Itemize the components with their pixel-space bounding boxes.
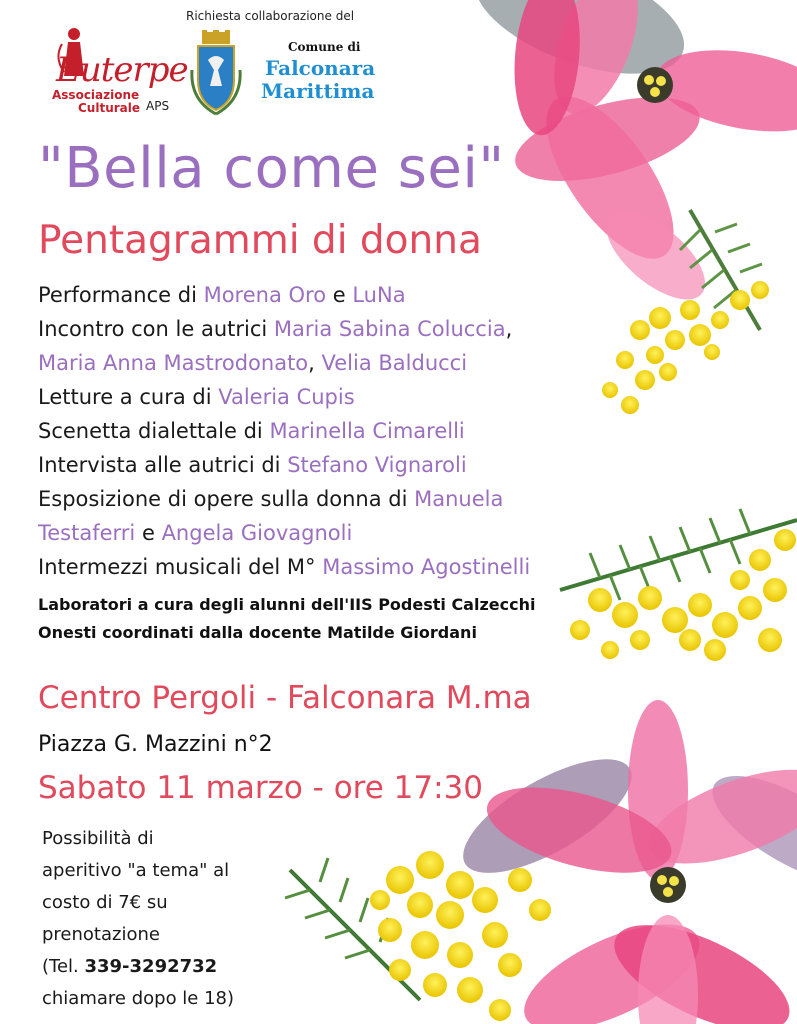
artist-name: Manuela: [414, 487, 504, 511]
musician-name: Massimo Agostinelli: [322, 555, 531, 579]
program-line-3: [38, 351, 467, 375]
program-line-7: [38, 487, 503, 511]
note-line-2: aperitivo "a tema" al: [42, 860, 230, 881]
event-datetime: Sabato 11 marzo - ore 17:30: [38, 770, 483, 806]
note-line-5: [42, 956, 217, 977]
euterpe-subtitle-1: Associazione: [52, 88, 140, 102]
mimosa-branch-icon: [285, 851, 551, 1021]
poinsettia-flower-icon: [447, 700, 797, 1024]
program-text: Intervista alle autrici di: [38, 453, 288, 477]
program-line-6: [38, 453, 467, 477]
euterpe-aps: APS: [146, 99, 170, 113]
actor-name: Marinella Cimarelli: [269, 419, 465, 443]
program-line-9: [38, 555, 530, 579]
note-line-1: Possibilità di: [42, 828, 154, 849]
program-text: ,: [308, 351, 322, 375]
author-name: Maria Sabina Coluccia: [273, 317, 506, 341]
comune-name-2: Marittima: [261, 79, 375, 103]
artist-name: Angela Giovagnoli: [161, 521, 353, 545]
program-text: Intermezzi musicali del M°: [38, 555, 323, 579]
collaboration-text: Richiesta collaborazione del: [186, 9, 355, 23]
program-line-5: [38, 419, 465, 443]
author-name: Velia Balducci: [321, 351, 468, 375]
comune-name-1: Falconara: [265, 56, 376, 80]
euterpe-subtitle-2: Culturale: [78, 101, 141, 115]
program-line-10: Laboratori a cura degli alunni dell'IIS Podesti Calzecchi: [38, 595, 536, 614]
reader-name: Valeria Cupis: [218, 385, 355, 409]
comune-di-label: Comune di: [288, 40, 361, 54]
note-line-3: costo di 7€ su: [42, 892, 168, 913]
note-text: (Tel.: [42, 956, 85, 977]
venue-name: Centro Pergoli - Falconara M.ma: [38, 680, 532, 716]
euterpe-name: Euterpe: [56, 50, 188, 90]
program-line-8: [38, 521, 352, 545]
program-text: ,: [505, 317, 513, 341]
venue-address: Piazza G. Mazzini n°2: [38, 732, 273, 757]
event-subtitle: Pentagrammi di donna: [38, 218, 482, 263]
program-line-1: [38, 283, 406, 307]
author-name: Maria Anna Mastrodonato: [38, 351, 309, 375]
program-text: Incontro con le autrici: [38, 317, 274, 341]
mimosa-branch-icon: [560, 509, 797, 661]
interviewer-name: Stefano Vignaroli: [287, 453, 467, 477]
program-line-4: [38, 385, 355, 409]
program-text: Performance di: [38, 283, 204, 307]
note-line-6: chiamare dopo le 18): [42, 988, 235, 1009]
poinsettia-flower-icon: [460, 0, 797, 315]
performer-name: Morena Oro: [203, 283, 327, 307]
artist-name: Testaferri: [38, 521, 136, 545]
event-title: "Bella come sei": [38, 136, 505, 201]
program-line-2: [38, 317, 512, 341]
falconara-crest-icon: [188, 30, 244, 118]
mimosa-branch-icon: [602, 281, 769, 414]
program-text: Esposizione di opere sulla donna di: [38, 487, 415, 511]
program-text: Letture a cura di: [38, 385, 219, 409]
program-text: e: [326, 283, 353, 307]
program-line-11: Onesti coordinati dalla docente Matilde Giordani: [38, 623, 477, 642]
phone-number[interactable]: 339-3292732: [84, 956, 218, 977]
note-line-4: prenotazione: [42, 924, 160, 945]
program-text: Scenetta dialettale di: [38, 419, 270, 443]
performer-name: LuNa: [352, 283, 406, 307]
program-text: e: [135, 521, 162, 545]
